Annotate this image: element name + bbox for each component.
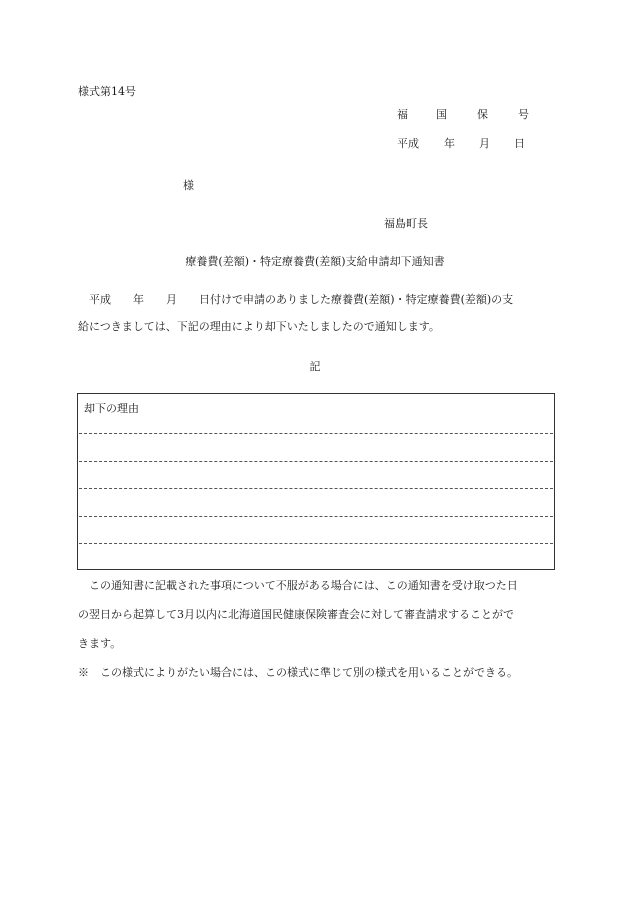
issuer-name: 福島町長 <box>384 217 428 230</box>
date-month: 月 <box>479 137 490 150</box>
issue-date <box>397 138 525 149</box>
body-text-line: 平成 年 月 日付けで申請のありました療養費(差額)・特定療養費(差額)の支 <box>89 293 514 306</box>
recipient-honorific: 様 <box>183 179 194 192</box>
rejection-reason-box <box>77 393 555 570</box>
appeal-note-line: この通知書に記載された事項について不服がある場合には、この通知書を受け取つた日 <box>89 579 518 592</box>
ki-heading: 記 <box>309 360 321 373</box>
form-number: 様式第14号 <box>78 85 136 98</box>
date-era: 平成 <box>397 137 419 150</box>
date-year: 年 <box>444 137 455 150</box>
appeal-note-line: きます。 <box>78 637 122 650</box>
doc-number-part: 号 <box>518 108 529 121</box>
document-number <box>397 109 529 120</box>
doc-number-part: 保 <box>477 108 488 121</box>
form-remark: ※ この様式によりがたい場合には、この様式に準じて別の様式を用いることができる。 <box>78 666 518 679</box>
doc-number-part: 国 <box>436 108 447 121</box>
reason-label: 却下の理由 <box>84 402 139 415</box>
appeal-note-line: の翌日から起算して3月以内に北海道国民健康保険審査会に対して審査請求することがで <box>78 608 514 621</box>
document-title: 療養費(差額)・特定療養費(差額)支給申請却下通知書 <box>185 255 445 268</box>
body-text-line: 給につきましては、下記の理由により却下いたしましたので通知します。 <box>78 320 440 333</box>
reason-entry-line <box>79 433 553 434</box>
reason-entry-line <box>79 516 553 517</box>
reason-entry-line <box>79 461 553 462</box>
reason-entry-line <box>79 543 553 544</box>
doc-number-part: 福 <box>397 108 408 121</box>
date-day: 日 <box>514 137 525 150</box>
reason-entry-line <box>79 488 553 489</box>
